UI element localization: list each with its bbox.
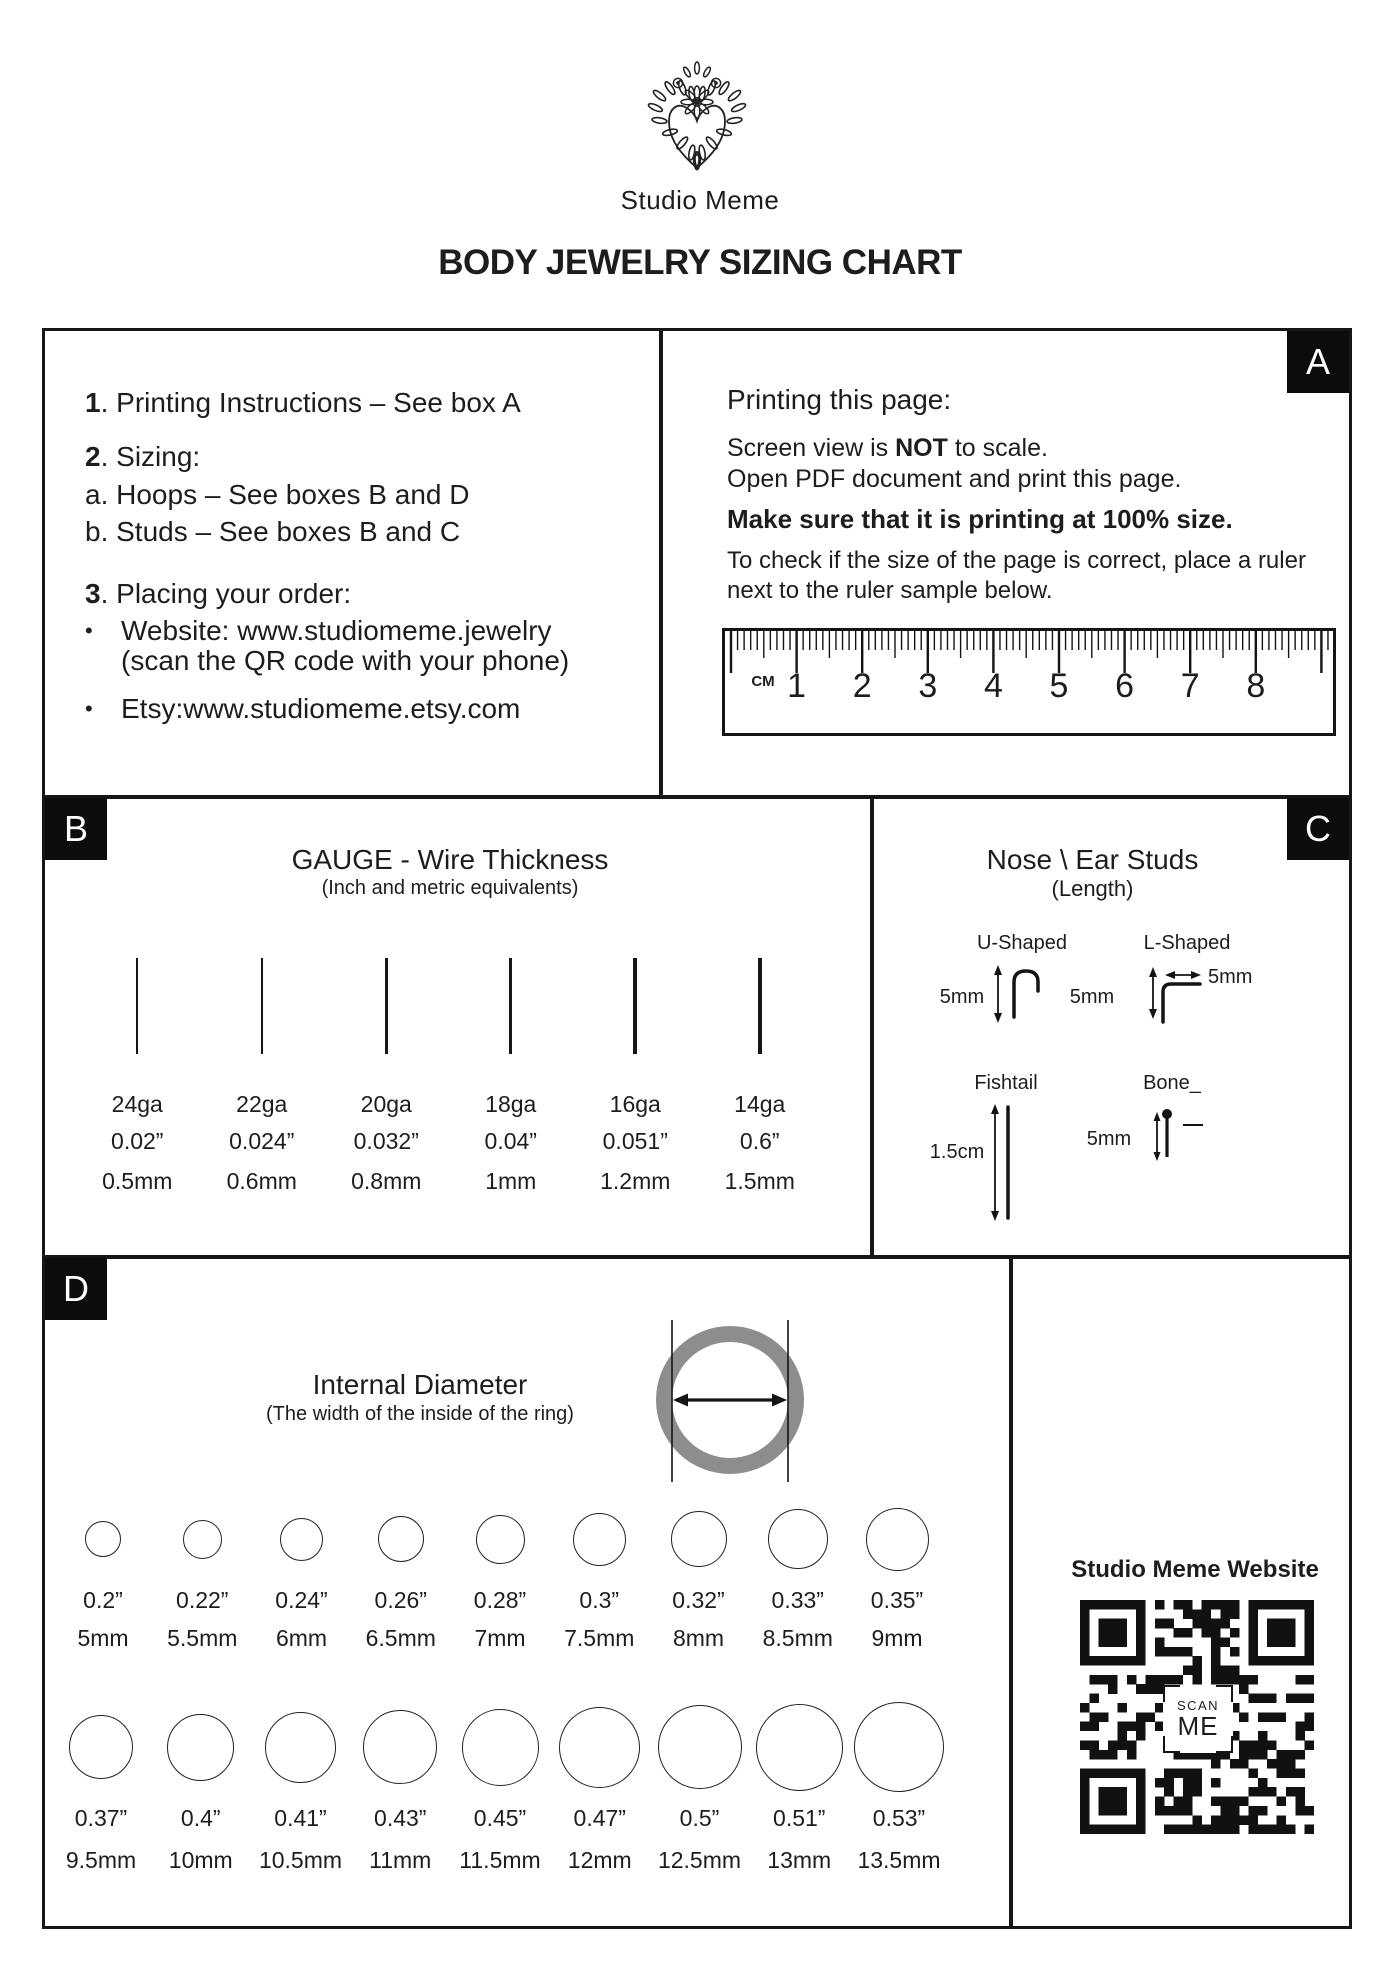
box-c-subtitle: (Length): [1051, 876, 1134, 901]
diameter-item: 0.47” 12mm: [554, 1697, 646, 1873]
ring-circle: [85, 1521, 121, 1557]
box-c-title-block: [860, 845, 1325, 901]
ring-circle: [265, 1712, 336, 1783]
diameter-item: 0.4” 10mm: [155, 1697, 247, 1873]
ring-circle: [658, 1705, 742, 1789]
instruction-item-2a: a. Hoops – See boxes B and D: [85, 479, 470, 510]
scan-text: SCAN: [1176, 1698, 1220, 1713]
diameter-item: 0.28” 7mm: [457, 1495, 543, 1651]
bone-stud-diagram: [1075, 1105, 1210, 1165]
fishtail-stud-diagram: [925, 1100, 1025, 1225]
box-b-subtitle: (Inch and metric equivalents): [321, 877, 579, 899]
svg-text:CM: CM: [751, 673, 775, 690]
box-c-title: Nose \ Ear Studs: [986, 844, 1199, 875]
svg-text:3: 3: [918, 667, 938, 705]
svg-text:5mm: 5mm: [1208, 966, 1253, 988]
instruction-item-2b: b. Studs – See boxes B and C: [85, 516, 461, 547]
ruler-svg: [725, 631, 1333, 733]
box-d-label: D: [45, 1258, 107, 1320]
ring-circle: [768, 1509, 828, 1569]
diameter-item: 0.45” 11.5mm: [454, 1697, 546, 1873]
divider-d-horizontal: [43, 1255, 1351, 1259]
ring-circle: [363, 1710, 437, 1784]
box-d-title: Internal Diameter: [312, 1369, 528, 1400]
diameter-item: 0.35” 9mm: [854, 1495, 940, 1651]
divider-bc-horizontal: [43, 795, 1351, 799]
bracket-corner-icon: [1216, 1736, 1233, 1753]
svg-text:1.5cm: 1.5cm: [929, 1141, 985, 1163]
gauge-column: 22ga 0.024” 0.6mm: [200, 958, 325, 1195]
bracket-corner-icon: [1163, 1685, 1180, 1702]
svg-text:8: 8: [1246, 667, 1266, 705]
diameter-item: 0.26” 6.5mm: [358, 1495, 444, 1651]
bullet-icon: •: [85, 696, 93, 721]
floral-heart-logo-icon: [639, 56, 755, 182]
box-a-line-1: Screen view is NOT to scale.: [727, 434, 1048, 462]
l-shaped-stud-diagram: [1060, 958, 1270, 1026]
ring-circle: [378, 1516, 424, 1562]
ruler-sample: [722, 628, 1336, 736]
ring-circle: [559, 1707, 640, 1788]
diameter-row-2: [55, 1697, 945, 1873]
instruction-item-1: 1. Printing Instructions – See box A: [85, 387, 521, 418]
fishtail-label: Fishtail: [974, 1072, 1038, 1094]
box-d-subtitle: (The width of the inside of the ring): [266, 1403, 574, 1425]
svg-text:6: 6: [1115, 667, 1135, 705]
diameter-item: 0.37” 9.5mm: [55, 1697, 147, 1873]
me-text: ME: [1177, 1711, 1219, 1741]
box-a-content: [727, 383, 1367, 606]
gauge-column: 14ga 0.6” 1.5mm: [698, 958, 823, 1195]
instruction-item-3: 3. Placing your order:: [85, 578, 352, 609]
svg-text:2: 2: [852, 667, 872, 705]
instructions-list: [85, 386, 675, 724]
svg-text:5mm: 5mm: [939, 986, 985, 1008]
instruction-bullet-website: • Website: www.studiomeme.jewelry: [85, 615, 552, 646]
gauge-wire-line: [136, 958, 138, 1054]
l-shaped-label: L-Shaped: [1143, 932, 1231, 954]
box-d-title-block: [160, 1370, 680, 1426]
diameter-item: 0.32” 8mm: [656, 1495, 742, 1651]
diameter-item: 0.53” 13.5mm: [853, 1697, 945, 1873]
divider-d-vertical: [1009, 1255, 1013, 1927]
box-b-title-block: [150, 845, 750, 899]
svg-text:4: 4: [983, 667, 1003, 705]
gauge-column: 24ga 0.02” 0.5mm: [75, 958, 200, 1195]
internal-diameter-ring-diagram: [654, 1318, 806, 1484]
gauge-wire-line: [633, 958, 637, 1054]
u-shaped-stud-diagram: [930, 963, 1050, 1025]
ring-circle: [866, 1508, 929, 1571]
bone-label: Bone_: [1143, 1072, 1201, 1094]
instruction-bullet-etsy: • Etsy:www.studiomeme.etsy.com: [85, 693, 521, 724]
ring-circle: [462, 1709, 539, 1786]
box-b-label: B: [45, 798, 107, 860]
u-shaped-label: U-Shaped: [976, 932, 1068, 954]
svg-text:5mm: 5mm: [1086, 1128, 1132, 1150]
svg-text:5mm: 5mm: [1069, 986, 1115, 1008]
diameter-item: 0.51” 13mm: [753, 1697, 845, 1873]
ring-circle: [671, 1511, 727, 1567]
diameter-item: 0.41” 10.5mm: [255, 1697, 347, 1873]
diameter-item: 0.3” 7.5mm: [556, 1495, 642, 1651]
svg-text:1: 1: [787, 667, 807, 705]
box-a-label: A: [1287, 331, 1349, 393]
diameter-item: 0.22” 5.5mm: [159, 1495, 245, 1651]
gauge-row: [75, 958, 822, 1195]
ring-circle: [280, 1518, 323, 1561]
ring-circle: [476, 1515, 525, 1564]
box-a-line-3: Make sure that it is printing at 100% size.: [727, 504, 1233, 534]
gauge-wire-line: [758, 958, 762, 1054]
diameter-item: 0.33” 8.5mm: [755, 1495, 841, 1651]
bracket-corner-icon: [1216, 1685, 1233, 1702]
gauge-column: 16ga 0.051” 1.2mm: [573, 958, 698, 1195]
box-a-line-4: To check if the size of the page is correct, place a ruler next to the ruler sample below.: [727, 547, 1306, 604]
diameter-item: 0.5” 12.5mm: [654, 1697, 746, 1873]
qr-scan-me-badge: [1163, 1685, 1233, 1753]
gauge-wire-line: [385, 958, 388, 1054]
diameter-row-1: [60, 1495, 940, 1651]
gauge-column: 20ga 0.032” 0.8mm: [324, 958, 449, 1195]
diameter-item: 0.2” 5mm: [60, 1495, 146, 1651]
diameter-item: 0.24” 6mm: [259, 1495, 345, 1651]
box-a-line-2: Open PDF document and print this page.: [727, 465, 1182, 493]
gauge-wire-line: [261, 958, 263, 1054]
box-a-heading: Printing this page:: [727, 384, 952, 415]
gauge-wire-line: [509, 958, 512, 1054]
svg-text:5: 5: [1049, 667, 1069, 705]
instruction-item-2: 2. Sizing:: [85, 441, 201, 472]
instruction-bullet-website-note: (scan the QR code with your phone): [121, 645, 570, 676]
box-c-label: C: [1287, 798, 1349, 860]
bracket-corner-icon: [1163, 1736, 1180, 1753]
page-title: BODY JEWELRY SIZING CHART: [438, 243, 962, 282]
diameter-item: 0.43” 11mm: [354, 1697, 446, 1873]
qr-caption: Studio Meme Website: [1071, 1556, 1319, 1583]
ring-circle: [183, 1520, 222, 1559]
svg-text:7: 7: [1180, 667, 1200, 705]
ring-circle: [854, 1702, 944, 1792]
ring-circle: [69, 1715, 133, 1779]
bullet-icon: •: [85, 618, 93, 643]
brand-name: Studio Meme: [620, 185, 780, 215]
ring-circle: [167, 1714, 234, 1781]
ring-circle: [573, 1513, 626, 1566]
gauge-column: 18ga 0.04” 1mm: [449, 958, 574, 1195]
box-b-title: GAUGE - Wire Thickness: [291, 844, 609, 875]
ring-circle: [756, 1704, 843, 1791]
